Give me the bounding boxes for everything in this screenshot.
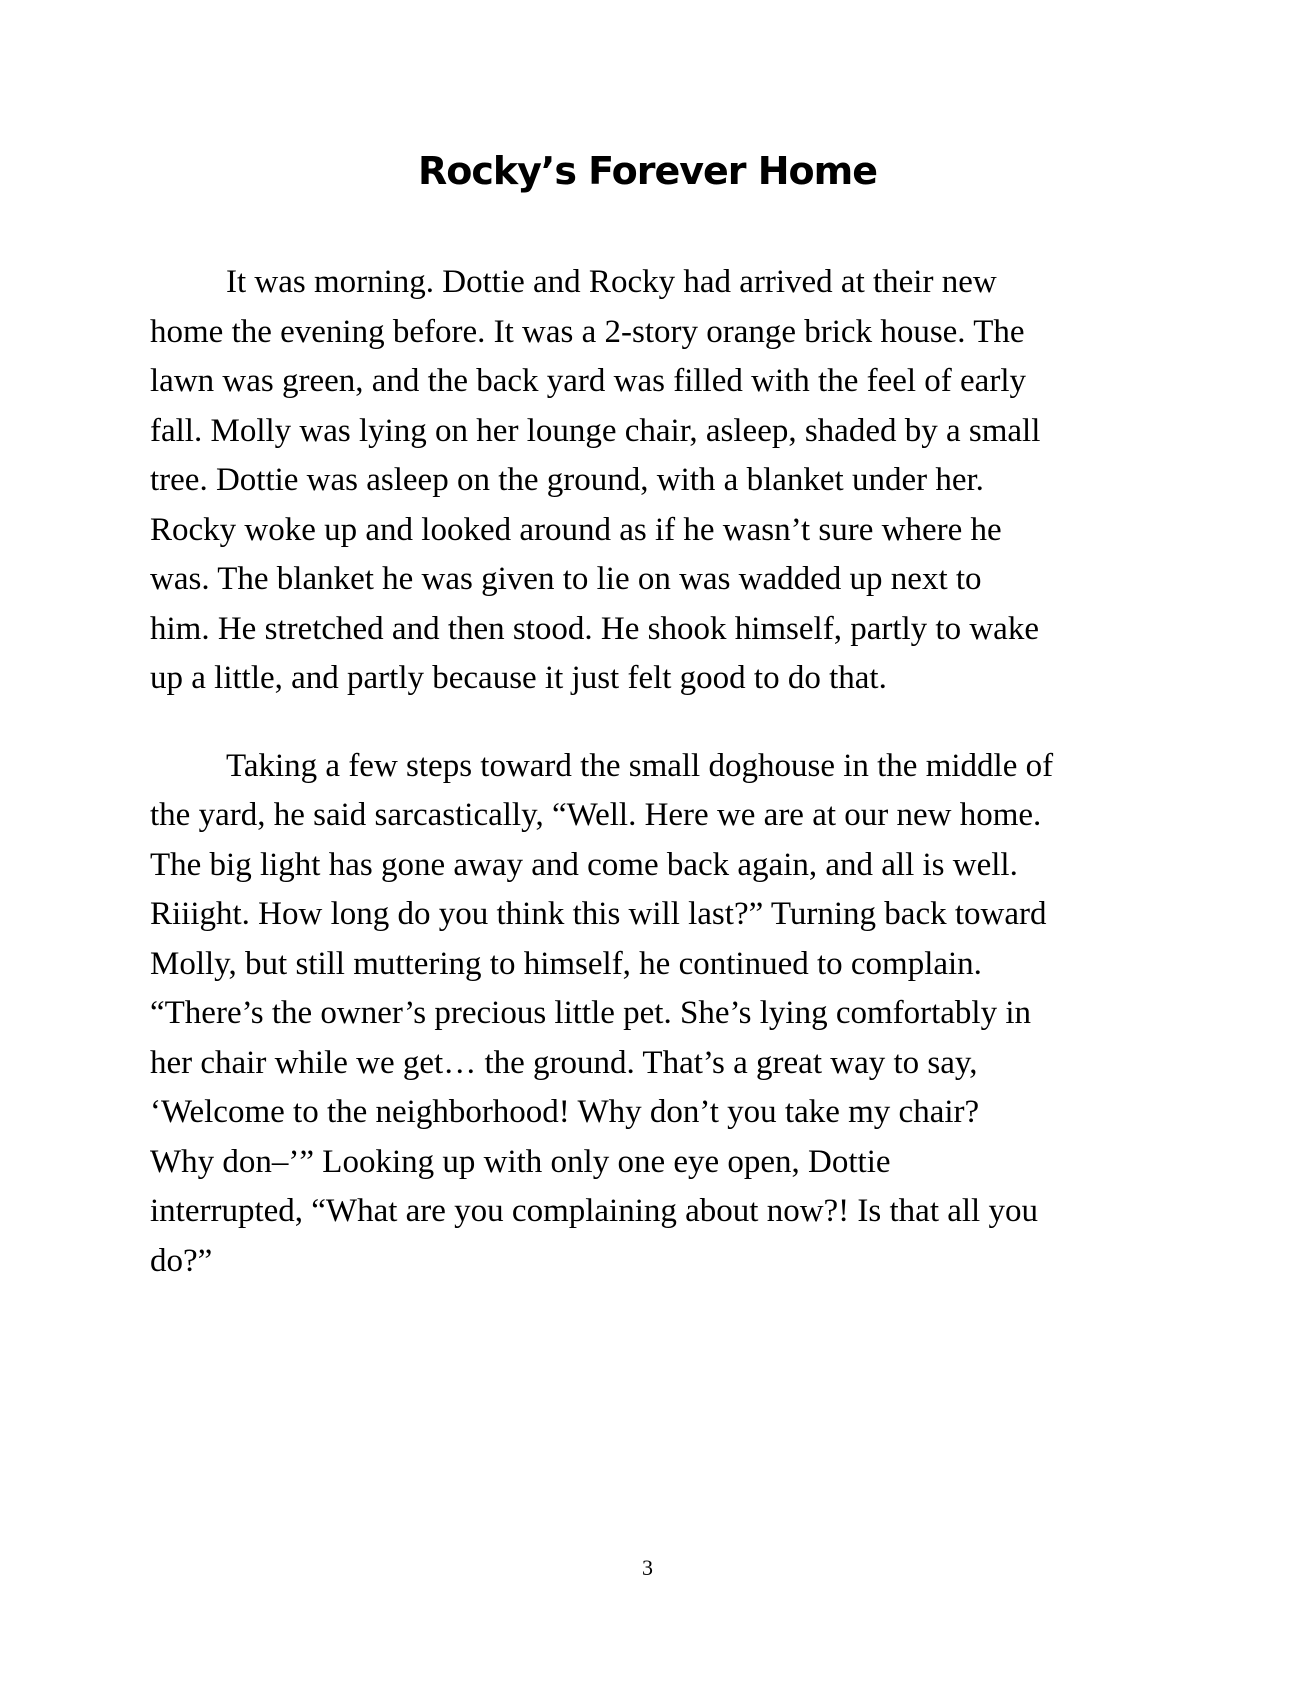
- text-line: The big light has gone away and come back again, and all is well.: [150, 846, 1018, 883]
- text-line: “There’s the owner’s precious little pet. She’s lying comfortably in: [150, 995, 1032, 1031]
- text-line: her chair while we get… the ground. That’s a great way to say,: [150, 1044, 978, 1081]
- text-line: home the evening before. It was a 2-story orange brick house. The: [150, 313, 1025, 350]
- text-line: him. He stretched and then stood. He shook himself, partly to wake: [150, 610, 1039, 647]
- text-line: do?”: [150, 1242, 213, 1279]
- text-line: interrupted, “What are you complaining about now?! Is that all you: [150, 1193, 1038, 1229]
- text-line: tree. Dottie was asleep on the ground, with a blanket under her.: [150, 462, 984, 498]
- paragraph-2: [150, 742, 1150, 1287]
- text-line: Taking a few steps toward the small doghouse in the middle of: [226, 747, 1054, 784]
- text-line: was. The blanket he was given to lie on was wadded up next to: [150, 561, 982, 597]
- text-line: Molly, but still muttering to himself, he continued to complain.: [150, 945, 982, 982]
- text-line: Riiight. How long do you think this will last?” Turning back toward: [150, 896, 1047, 932]
- text-line: Why don–’” Looking up with only one eye open, Dottie: [150, 1143, 891, 1180]
- text-line: It was morning. Dottie and Rocky had arrived at their new: [226, 264, 997, 300]
- text-line: Rocky woke up and looked around as if he wasn’t sure where he: [150, 511, 1002, 548]
- text-line: up a little, and partly because it just felt good to do that.: [150, 660, 887, 696]
- text-line: the yard, he said sarcastically, “Well. Here we are at our new home.: [150, 797, 1042, 833]
- page-title: Rocky’s Forever Home: [417, 149, 878, 193]
- story-body: [150, 258, 1150, 1324]
- page-number: 3: [642, 1555, 653, 1580]
- paragraph-1: [150, 258, 1150, 704]
- text-line: fall. Molly was lying on her lounge chair, asleep, shaded by a small: [150, 412, 1041, 449]
- text-line: ‘Welcome to the neighborhood! Why don’t you take my chair?: [150, 1094, 980, 1130]
- text-line: lawn was green, and the back yard was filled with the feel of early: [150, 363, 1026, 399]
